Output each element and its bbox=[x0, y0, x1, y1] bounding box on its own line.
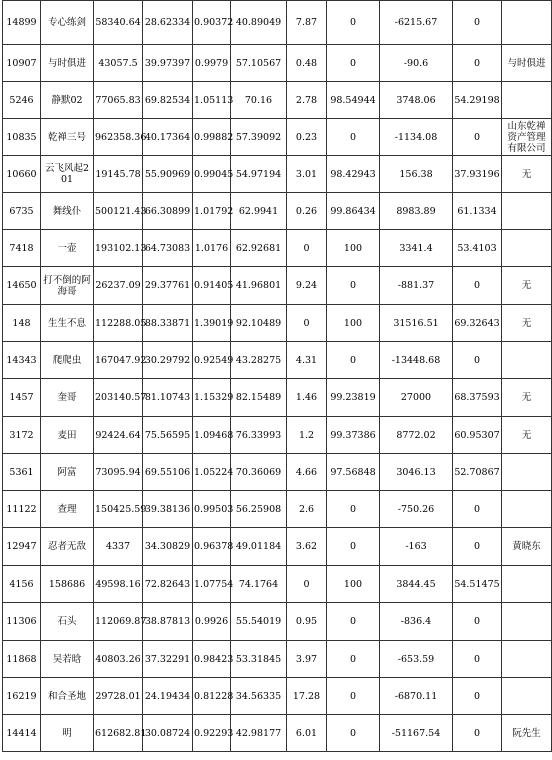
percent-cell: 0.23 bbox=[287, 119, 327, 156]
value-cell: 54.51475 bbox=[453, 566, 502, 603]
note-cell bbox=[502, 1, 552, 45]
value-cell: 53.4103 bbox=[453, 230, 502, 267]
table-row bbox=[3, 82, 552, 119]
amount-cell: 19145.78 bbox=[94, 156, 143, 193]
score-cell: 40.89049 bbox=[231, 1, 287, 45]
amount-cell: 77065.83 bbox=[94, 82, 143, 119]
amount-cell: 49598.16 bbox=[94, 566, 143, 603]
note-cell bbox=[502, 454, 552, 491]
id-cell: 148 bbox=[3, 305, 41, 342]
note-cell: 黄晓东 bbox=[502, 528, 552, 566]
value-cell: 0 bbox=[453, 119, 502, 156]
index-cell: 0.98423 bbox=[193, 641, 231, 678]
amount-cell: 112288.05 bbox=[94, 305, 143, 342]
name-cell: 舞线仆 bbox=[41, 193, 94, 230]
percent-cell: 0 bbox=[287, 566, 327, 603]
rate-cell: 0 bbox=[327, 342, 380, 379]
rate-cell: 100 bbox=[327, 230, 380, 267]
id-cell: 10907 bbox=[3, 45, 41, 82]
profit-cell: 31516.51 bbox=[380, 305, 453, 342]
ratio-cell: 30.29792 bbox=[143, 342, 193, 379]
amount-cell: 43057.5 bbox=[94, 45, 143, 82]
data-table bbox=[2, 0, 552, 752]
ratio-cell: 64.73083 bbox=[143, 230, 193, 267]
percent-cell: 3.97 bbox=[287, 641, 327, 678]
name-cell: 吴若晗 bbox=[41, 641, 94, 678]
percent-cell: 3.01 bbox=[287, 156, 327, 193]
name-cell: 云飞风起201 bbox=[41, 156, 94, 193]
profit-cell: -163 bbox=[380, 528, 453, 566]
table-container bbox=[2, 0, 552, 752]
note-cell bbox=[502, 193, 552, 230]
ratio-cell: 29.37761 bbox=[143, 267, 193, 305]
ratio-cell: 39.97397 bbox=[143, 45, 193, 82]
value-cell: 52.70867 bbox=[453, 454, 502, 491]
percent-cell: 1.46 bbox=[287, 379, 327, 417]
value-cell: 0 bbox=[453, 641, 502, 678]
ratio-cell: 28.62334 bbox=[143, 1, 193, 45]
index-cell: 1.05224 bbox=[193, 454, 231, 491]
score-cell: 62.92681 bbox=[231, 230, 287, 267]
amount-cell: 203140.57 bbox=[94, 379, 143, 417]
table-row bbox=[3, 417, 552, 454]
percent-cell: 17.28 bbox=[287, 678, 327, 715]
value-cell: 68.37593 bbox=[453, 379, 502, 417]
value-cell: 60.95307 bbox=[453, 417, 502, 454]
note-cell: 阮先生 bbox=[502, 715, 552, 752]
note-cell: 山东乾禅资产管理有限公司 bbox=[502, 119, 552, 156]
amount-cell: 612682.81 bbox=[94, 715, 143, 752]
profit-cell: -653.59 bbox=[380, 641, 453, 678]
rate-cell: 0 bbox=[327, 267, 380, 305]
name-cell: 明 bbox=[41, 715, 94, 752]
id-cell: 14899 bbox=[3, 1, 41, 45]
id-cell: 12947 bbox=[3, 528, 41, 566]
profit-cell: 3844.45 bbox=[380, 566, 453, 603]
note-cell bbox=[502, 491, 552, 528]
percent-cell: 2.78 bbox=[287, 82, 327, 119]
index-cell: 0.96378 bbox=[193, 528, 231, 566]
percent-cell: 6.01 bbox=[287, 715, 327, 752]
ratio-cell: 24.19434 bbox=[143, 678, 193, 715]
ratio-cell: 37.32291 bbox=[143, 641, 193, 678]
profit-cell: 3748.06 bbox=[380, 82, 453, 119]
table-row bbox=[3, 45, 552, 82]
percent-cell: 0.95 bbox=[287, 603, 327, 641]
id-cell: 5361 bbox=[3, 454, 41, 491]
score-cell: 74.1764 bbox=[231, 566, 287, 603]
profit-cell: 3046.13 bbox=[380, 454, 453, 491]
name-cell: 乾禅三号 bbox=[41, 119, 94, 156]
rate-cell: 98.42943 bbox=[327, 156, 380, 193]
index-cell: 0.92549 bbox=[193, 342, 231, 379]
index-cell: 1.07754 bbox=[193, 566, 231, 603]
note-cell bbox=[502, 641, 552, 678]
ratio-cell: 88.33871 bbox=[143, 305, 193, 342]
index-cell: 0.99045 bbox=[193, 156, 231, 193]
score-cell: 53.31845 bbox=[231, 641, 287, 678]
value-cell: 54.29198 bbox=[453, 82, 502, 119]
rate-cell: 100 bbox=[327, 305, 380, 342]
id-cell: 14414 bbox=[3, 715, 41, 752]
score-cell: 49.01184 bbox=[231, 528, 287, 566]
index-cell: 0.99503 bbox=[193, 491, 231, 528]
table-row bbox=[3, 491, 552, 528]
note-cell: 无 bbox=[502, 417, 552, 454]
name-cell: 158686 bbox=[41, 566, 94, 603]
table-row bbox=[3, 715, 552, 752]
value-cell: 0 bbox=[453, 603, 502, 641]
score-cell: 55.54019 bbox=[231, 603, 287, 641]
value-cell: 0 bbox=[453, 342, 502, 379]
name-cell: 爬爬虫 bbox=[41, 342, 94, 379]
id-cell: 6735 bbox=[3, 193, 41, 230]
rate-cell: 97.56848 bbox=[327, 454, 380, 491]
table-row bbox=[3, 305, 552, 342]
rate-cell: 0 bbox=[327, 45, 380, 82]
index-cell: 0.81228 bbox=[193, 678, 231, 715]
note-cell bbox=[502, 342, 552, 379]
amount-cell: 40803.26 bbox=[94, 641, 143, 678]
amount-cell: 962358.36 bbox=[94, 119, 143, 156]
score-cell: 34.56335 bbox=[231, 678, 287, 715]
table-row bbox=[3, 1, 552, 45]
index-cell: 1.01792 bbox=[193, 193, 231, 230]
ratio-cell: 34.30829 bbox=[143, 528, 193, 566]
value-cell: 0 bbox=[453, 528, 502, 566]
amount-cell: 167047.92 bbox=[94, 342, 143, 379]
ratio-cell: 69.55106 bbox=[143, 454, 193, 491]
amount-cell: 92424.64 bbox=[94, 417, 143, 454]
name-cell: 一壶 bbox=[41, 230, 94, 267]
profit-cell: -836.4 bbox=[380, 603, 453, 641]
table-row bbox=[3, 230, 552, 267]
note-cell bbox=[502, 603, 552, 641]
ratio-cell: 55.90969 bbox=[143, 156, 193, 193]
percent-cell: 0.48 bbox=[287, 45, 327, 82]
value-cell: 0 bbox=[453, 45, 502, 82]
index-cell: 0.99882 bbox=[193, 119, 231, 156]
table-row bbox=[3, 528, 552, 566]
profit-cell: -881.37 bbox=[380, 267, 453, 305]
score-cell: 42.98177 bbox=[231, 715, 287, 752]
rate-cell: 0 bbox=[327, 678, 380, 715]
value-cell: 0 bbox=[453, 491, 502, 528]
id-cell: 10660 bbox=[3, 156, 41, 193]
score-cell: 70.36069 bbox=[231, 454, 287, 491]
score-cell: 62.9941 bbox=[231, 193, 287, 230]
ratio-cell: 66.30899 bbox=[143, 193, 193, 230]
table-row bbox=[3, 678, 552, 715]
profit-cell: 27000 bbox=[380, 379, 453, 417]
table-row bbox=[3, 156, 552, 193]
id-cell: 4156 bbox=[3, 566, 41, 603]
name-cell: 和合圣地 bbox=[41, 678, 94, 715]
score-cell: 70.16 bbox=[231, 82, 287, 119]
score-cell: 92.10489 bbox=[231, 305, 287, 342]
value-cell: 0 bbox=[453, 267, 502, 305]
score-cell: 82.15489 bbox=[231, 379, 287, 417]
score-cell: 76.33993 bbox=[231, 417, 287, 454]
profit-cell: -1134.08 bbox=[380, 119, 453, 156]
id-cell: 1457 bbox=[3, 379, 41, 417]
amount-cell: 73095.94 bbox=[94, 454, 143, 491]
table-row bbox=[3, 342, 552, 379]
score-cell: 43.28275 bbox=[231, 342, 287, 379]
amount-cell: 26237.09 bbox=[94, 267, 143, 305]
percent-cell: 2.6 bbox=[287, 491, 327, 528]
amount-cell: 29728.01 bbox=[94, 678, 143, 715]
score-cell: 54.97194 bbox=[231, 156, 287, 193]
profit-cell: 3341.4 bbox=[380, 230, 453, 267]
name-cell: 麦田 bbox=[41, 417, 94, 454]
note-cell: 与时俱进 bbox=[502, 45, 552, 82]
index-cell: 0.90372 bbox=[193, 1, 231, 45]
name-cell: 静默02 bbox=[41, 82, 94, 119]
rate-cell: 100 bbox=[327, 566, 380, 603]
table-body bbox=[3, 1, 552, 752]
name-cell: 专心练剑 bbox=[41, 1, 94, 45]
name-cell: 阿富 bbox=[41, 454, 94, 491]
id-cell: 11122 bbox=[3, 491, 41, 528]
percent-cell: 7.87 bbox=[287, 1, 327, 45]
value-cell: 0 bbox=[453, 1, 502, 45]
score-cell: 41.96801 bbox=[231, 267, 287, 305]
note-cell bbox=[502, 566, 552, 603]
name-cell: 石头 bbox=[41, 603, 94, 641]
profit-cell: -90.6 bbox=[380, 45, 453, 82]
note-cell bbox=[502, 230, 552, 267]
index-cell: 0.92293 bbox=[193, 715, 231, 752]
percent-cell: 9.24 bbox=[287, 267, 327, 305]
value-cell: 37.93196 bbox=[453, 156, 502, 193]
rate-cell: 99.86434 bbox=[327, 193, 380, 230]
score-cell: 57.39092 bbox=[231, 119, 287, 156]
note-cell bbox=[502, 678, 552, 715]
score-cell: 57.10567 bbox=[231, 45, 287, 82]
index-cell: 1.39019 bbox=[193, 305, 231, 342]
id-cell: 16219 bbox=[3, 678, 41, 715]
profit-cell: -6215.67 bbox=[380, 1, 453, 45]
value-cell: 61.1334 bbox=[453, 193, 502, 230]
percent-cell: 0 bbox=[287, 230, 327, 267]
table-row bbox=[3, 566, 552, 603]
note-cell: 无 bbox=[502, 267, 552, 305]
amount-cell: 150425.59 bbox=[94, 491, 143, 528]
value-cell: 0 bbox=[453, 715, 502, 752]
id-cell: 5246 bbox=[3, 82, 41, 119]
profit-cell: -6870.11 bbox=[380, 678, 453, 715]
rate-cell: 0 bbox=[327, 603, 380, 641]
amount-cell: 112069.87 bbox=[94, 603, 143, 641]
note-cell: 无 bbox=[502, 305, 552, 342]
index-cell: 0.9979 bbox=[193, 45, 231, 82]
index-cell: 1.0176 bbox=[193, 230, 231, 267]
rate-cell: 99.23819 bbox=[327, 379, 380, 417]
ratio-cell: 38.87813 bbox=[143, 603, 193, 641]
profit-cell: 156.38 bbox=[380, 156, 453, 193]
rate-cell: 0 bbox=[327, 491, 380, 528]
table-row bbox=[3, 267, 552, 305]
score-cell: 56.25908 bbox=[231, 491, 287, 528]
table-row bbox=[3, 454, 552, 491]
percent-cell: 0 bbox=[287, 305, 327, 342]
ratio-cell: 40.17364 bbox=[143, 119, 193, 156]
amount-cell: 58340.64 bbox=[94, 1, 143, 45]
rate-cell: 0 bbox=[327, 1, 380, 45]
rate-cell: 0 bbox=[327, 641, 380, 678]
index-cell: 1.15329 bbox=[193, 379, 231, 417]
ratio-cell: 39.38136 bbox=[143, 491, 193, 528]
ratio-cell: 69.82534 bbox=[143, 82, 193, 119]
amount-cell: 500121.43 bbox=[94, 193, 143, 230]
percent-cell: 0.26 bbox=[287, 193, 327, 230]
name-cell: 打不倒的阿海哥 bbox=[41, 267, 94, 305]
ratio-cell: 81.10743 bbox=[143, 379, 193, 417]
profit-cell: 8983.89 bbox=[380, 193, 453, 230]
table-row bbox=[3, 379, 552, 417]
note-cell: 无 bbox=[502, 379, 552, 417]
table-row bbox=[3, 193, 552, 230]
name-cell: 生生不息 bbox=[41, 305, 94, 342]
percent-cell: 4.66 bbox=[287, 454, 327, 491]
id-cell: 3172 bbox=[3, 417, 41, 454]
name-cell: 查理 bbox=[41, 491, 94, 528]
ratio-cell: 72.82643 bbox=[143, 566, 193, 603]
id-cell: 7418 bbox=[3, 230, 41, 267]
id-cell: 11868 bbox=[3, 641, 41, 678]
rate-cell: 0 bbox=[327, 528, 380, 566]
table-row bbox=[3, 603, 552, 641]
ratio-cell: 75.56595 bbox=[143, 417, 193, 454]
percent-cell: 4.31 bbox=[287, 342, 327, 379]
percent-cell: 1.2 bbox=[287, 417, 327, 454]
profit-cell: -51167.54 bbox=[380, 715, 453, 752]
index-cell: 1.05113 bbox=[193, 82, 231, 119]
id-cell: 10835 bbox=[3, 119, 41, 156]
index-cell: 1.09468 bbox=[193, 417, 231, 454]
value-cell: 0 bbox=[453, 678, 502, 715]
index-cell: 0.9926 bbox=[193, 603, 231, 641]
percent-cell: 3.62 bbox=[287, 528, 327, 566]
note-cell: 无 bbox=[502, 156, 552, 193]
table-row bbox=[3, 119, 552, 156]
value-cell: 69.32643 bbox=[453, 305, 502, 342]
rate-cell: 99.37386 bbox=[327, 417, 380, 454]
name-cell: 忍者无敌 bbox=[41, 528, 94, 566]
profit-cell: 8772.02 bbox=[380, 417, 453, 454]
id-cell: 14650 bbox=[3, 267, 41, 305]
rate-cell: 0 bbox=[327, 119, 380, 156]
profit-cell: -13448.68 bbox=[380, 342, 453, 379]
amount-cell: 193102.13 bbox=[94, 230, 143, 267]
note-cell bbox=[502, 82, 552, 119]
id-cell: 11306 bbox=[3, 603, 41, 641]
rate-cell: 0 bbox=[327, 715, 380, 752]
table-row bbox=[3, 641, 552, 678]
rate-cell: 98.54944 bbox=[327, 82, 380, 119]
amount-cell: 4337 bbox=[94, 528, 143, 566]
name-cell: 与时俱进 bbox=[41, 45, 94, 82]
ratio-cell: 30.08724 bbox=[143, 715, 193, 752]
name-cell: 奎哥 bbox=[41, 379, 94, 417]
profit-cell: -750.26 bbox=[380, 491, 453, 528]
id-cell: 14343 bbox=[3, 342, 41, 379]
index-cell: 0.91405 bbox=[193, 267, 231, 305]
